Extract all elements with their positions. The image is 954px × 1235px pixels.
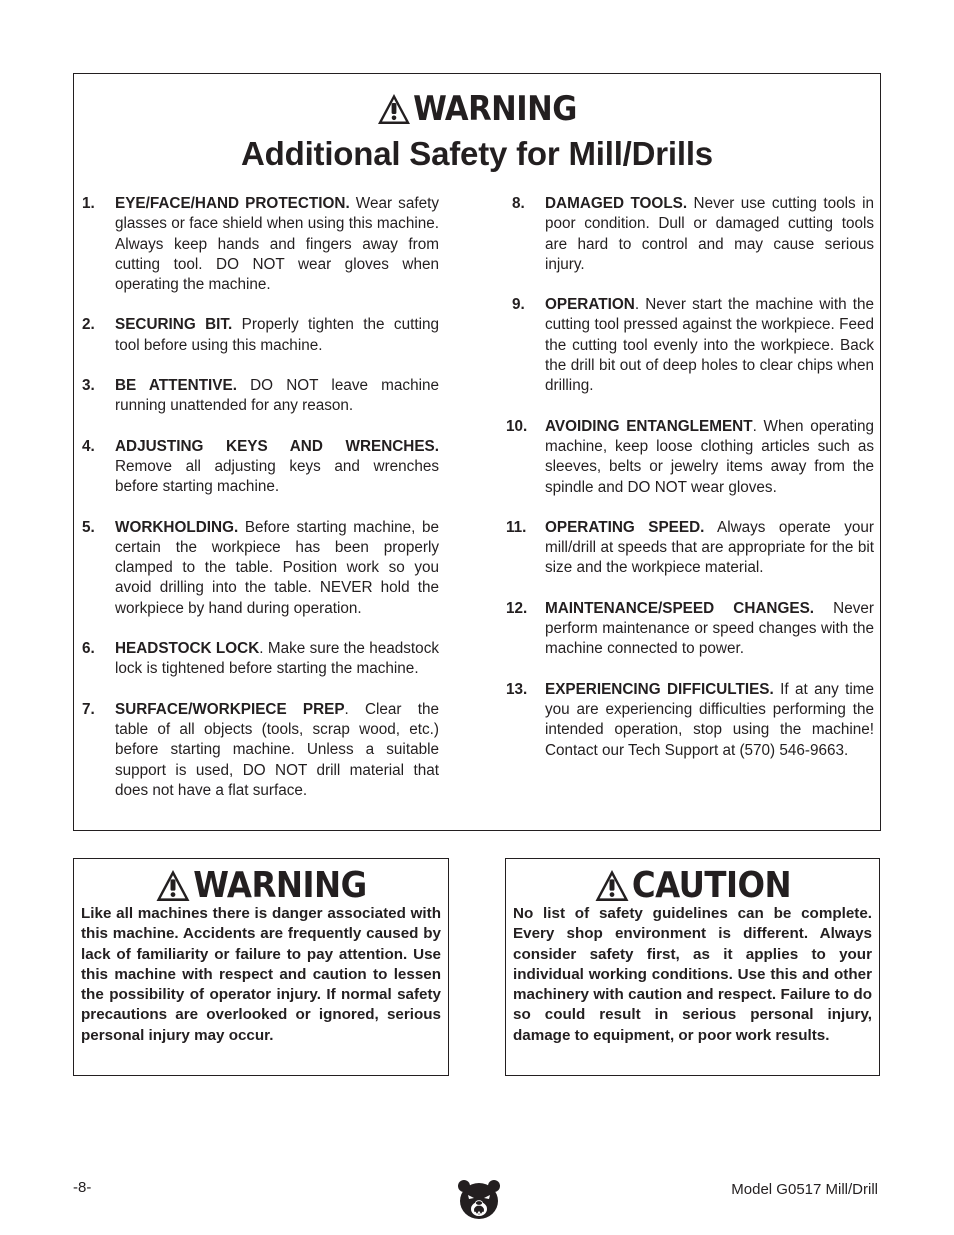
caution-triangle-icon bbox=[594, 869, 630, 902]
model-name: Model G0517 Mill/Drill bbox=[731, 1181, 878, 1198]
item-text: Before starting machine, be certain the workpiece has been properly clamped to the table. Position work so you avoid drilling into the table. NEVER hold the workpiece by hand during operation. bbox=[115, 518, 439, 617]
list-item bbox=[506, 599, 874, 660]
warning-notice-box bbox=[73, 858, 449, 1076]
warning-banner bbox=[74, 88, 880, 130]
item-heading: EXPERIENCING DIFFICULTIES. bbox=[545, 680, 774, 698]
item-text: Never use cutting tools in poor condition. Dull or damaged cutting tools are hard to control and may cause serious injury. bbox=[545, 195, 874, 273]
item-heading: ADJUSTING KEYS AND WRENCHES. bbox=[115, 437, 439, 455]
item-text: Properly tighten the cutting tool before using this machine. bbox=[115, 316, 439, 354]
item-heading: AVOIDING ENTANGLEMENT bbox=[545, 417, 753, 435]
item-heading: OPERATING SPEED. bbox=[545, 518, 705, 536]
list-item bbox=[506, 680, 874, 761]
item-number: 2. bbox=[82, 316, 95, 334]
additional-safety-warning-box bbox=[73, 73, 881, 831]
list-item bbox=[512, 295, 874, 396]
item-heading: WORKHOLDING. bbox=[115, 518, 239, 536]
list-item bbox=[82, 315, 439, 356]
left-column bbox=[82, 194, 439, 801]
caution-notice-box bbox=[505, 858, 880, 1076]
item-number: 8. bbox=[512, 195, 525, 212]
item-number: 11. bbox=[506, 518, 527, 536]
item-number: 4. bbox=[82, 437, 95, 455]
item-text: Always operate your mill/drill at speeds that are appropriate for the bit size and the workpiece material. bbox=[545, 518, 874, 577]
item-number: 3. bbox=[82, 377, 95, 395]
warning-text: Like all machines there is danger associated with this machine. Accidents are frequently caused by lack of familiarity or failure to pay attention. Use this machine with respect and caution to lessen the possibility of operator injury. If normal safety precautions are overlooked or ignored, serious personal injury may occur. bbox=[81, 905, 441, 1044]
item-heading: MAINTENANCE/SPEED CHANGES. bbox=[545, 599, 815, 617]
item-text: Never perform maintenance or speed changes with the machine connected to power. bbox=[545, 599, 874, 658]
item-text: . Clear the table of all objects (tools, scrap wood, etc.) before starting machine. Unless a suitable support is used, DO NOT drill material that does not have a flat surface. bbox=[115, 700, 439, 799]
bear-head-icon bbox=[457, 1177, 501, 1225]
item-text: If at any time you are experiencing difficulties performing the intended operation, stop using the machine! Contact our Tech Support at (570) 546-9663. bbox=[545, 680, 874, 759]
list-item bbox=[82, 518, 439, 619]
item-heading: EYE/FACE/HAND PROTECTION. bbox=[115, 195, 350, 212]
list-item bbox=[82, 437, 439, 498]
right-column bbox=[506, 194, 874, 761]
warning-label: WARNING bbox=[193, 864, 367, 906]
item-text: DO NOT leave machine running unattended for any reason. bbox=[115, 377, 439, 415]
list-item bbox=[506, 518, 874, 579]
warning-banner bbox=[74, 865, 448, 905]
item-number: 13. bbox=[506, 680, 528, 698]
item-number: 10. bbox=[506, 417, 528, 435]
warning-label: WARNING bbox=[413, 89, 577, 129]
caution-banner bbox=[506, 865, 879, 905]
item-number: 5. bbox=[82, 518, 95, 536]
item-heading: SECURING BIT. bbox=[115, 316, 233, 334]
list-item bbox=[82, 194, 439, 295]
warning-triangle-icon bbox=[155, 869, 191, 902]
main-header bbox=[74, 88, 880, 174]
item-text: Wear safety glasses or face shield when using this machine. Always keep hands and fingers away from cutting tool. DO NOT wear gloves when operating the machine. bbox=[115, 195, 439, 294]
page-number: -8- bbox=[73, 1179, 92, 1196]
item-heading: DAMAGED TOOLS. bbox=[545, 195, 688, 212]
item-text: . Never start the machine with the cutting tool pressed against the workpiece. Feed the cutting tool evenly into the workpiece. Back the drill bit out of deep holes to clear chips when drilling. bbox=[545, 296, 874, 395]
item-number: 9. bbox=[512, 296, 525, 314]
item-text: . When operating machine, keep loose clothing articles such as sleeves, belts or jewelry items away from the spindle and DO NOT wear gloves. bbox=[545, 417, 874, 496]
item-text: Remove all adjusting keys and wrenches before starting machine. bbox=[115, 457, 439, 496]
list-item bbox=[506, 417, 874, 498]
list-item bbox=[512, 194, 874, 275]
item-text: . Make sure the headstock lock is tightened before starting the machine. bbox=[115, 640, 439, 678]
item-number: 12. bbox=[506, 599, 528, 617]
list-item bbox=[82, 639, 439, 680]
item-heading: HEADSTOCK LOCK bbox=[115, 640, 260, 658]
item-heading: SURFACE/WORKPIECE PREP bbox=[115, 700, 345, 718]
item-heading: OPERATION bbox=[545, 296, 635, 314]
item-number: 7. bbox=[82, 700, 95, 718]
caution-label: CAUTION bbox=[631, 864, 792, 906]
item-number: 1. bbox=[82, 195, 95, 212]
page-title: Additional Safety for Mill/Drills bbox=[241, 135, 713, 172]
list-item bbox=[82, 700, 439, 801]
caution-text: No list of safety guidelines can be complete. Every shop environment is different. Always consider safety first, as it applies to your individual working conditions. Use this and other machinery with caution and respect. Failure to do so could result in serious personal injury, damage to equipment, or poor work results. bbox=[513, 905, 872, 1044]
warning-triangle-icon bbox=[377, 93, 411, 125]
item-heading: BE ATTENTIVE. bbox=[115, 377, 237, 395]
list-item bbox=[82, 376, 439, 417]
item-number: 6. bbox=[82, 640, 95, 658]
